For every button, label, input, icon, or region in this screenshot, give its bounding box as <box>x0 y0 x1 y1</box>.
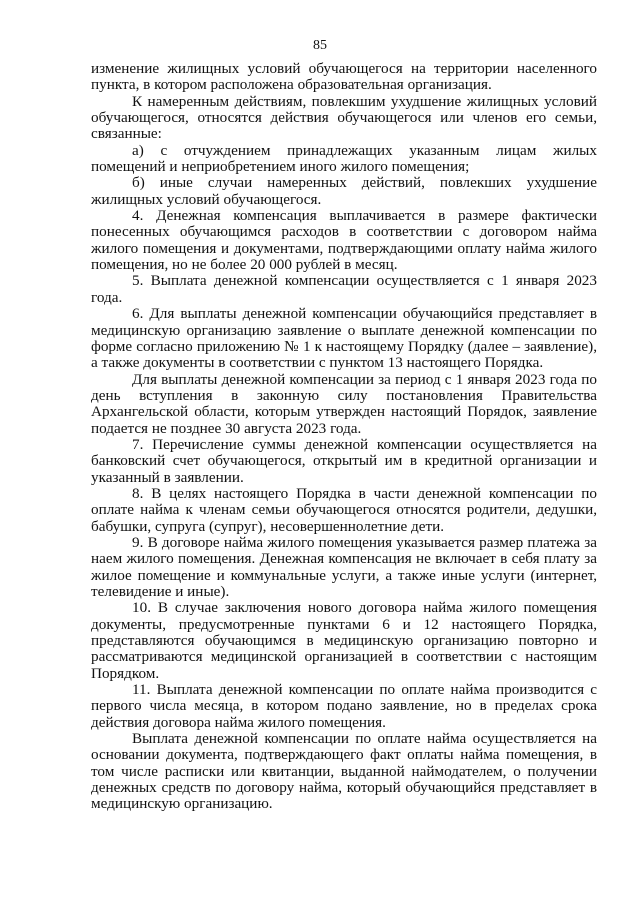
paragraph-clause-9: 9. В договоре найма жилого помещения указывается размер платежа за наем жилого помещения. Денежная компенсация не включает в себя плату за жилое помещение и коммунальные услуги, а также иные услуги (интернет, телевидение и иные). <box>91 533 597 600</box>
paragraph-clause-10: 10. В случае заключения нового договора найма жилого помещения документы, предусмотренные пунктами 6 и 12 настоящего Порядка, представляются обучающимся в медицинскую организацию повторно и рассматриваются медицинской организацией в соответствии с настоящим Порядком. <box>91 599 597 682</box>
paragraph-item-b: б) иные случаи намеренных действий, повлекших ухудшение жилищных условий обучающегося. <box>91 174 597 208</box>
paragraph-clause-6: 6. Для выплаты денежной компенсации обучающийся представляет в медицинскую организацию заявление о выплате денежной компенсации по форме согласно приложению № 1 к настоящему Порядку (далее – заявление), а также документы в соответствии с пунктом 13 настоящего Порядка. <box>91 305 597 372</box>
paragraph-clause-8: 8. В целях настоящего Порядка в части денежной компенсации по оплате найма к членам семьи обучающегося относятся родители, дедушки, бабушки, супруга (супруг), несовершеннолетние дети. <box>91 484 597 535</box>
paragraph-clause-11: 11. Выплата денежной компенсации по оплате найма производится с первого числа месяца, в котором подано заявление, но в пределах срока действия договора найма жилого помещения. <box>91 681 597 731</box>
document-body <box>91 61 597 813</box>
paragraph-continuation: изменение жилищных условий обучающегося на территории населенного пункта, в котором расположена образовательная организация. <box>91 60 597 94</box>
paragraph-intentional-actions: К намеренным действиям, повлекшим ухудшение жилищных условий обучающегося, относятся действия обучающегося или членов его семьи, связанные: <box>91 92 597 143</box>
paragraph-item-a: а) с отчуждением принадлежащих указанным лицам жилых помещений и неприобретением иного жилого помещения; <box>91 141 597 176</box>
page-number: 85 <box>313 38 327 53</box>
paragraph-clause-5: 5. Выплата денежной компенсации осуществляется с 1 января 2023 года. <box>91 272 597 306</box>
paragraph-clause-7: 7. Перечисление суммы денежной компенсации осуществляется на банковский счет обучающегося, открытый им в кредитной организации и указанный в заявлении. <box>91 435 597 486</box>
paragraph-clause-6-period: Для выплаты денежной компенсации за период с 1 января 2023 года по день вступления в законную силу постановления Правительства Архангельской области, которым утвержден настоящий Порядок, заявление подается не позднее 30 августа 2023 года. <box>91 370 597 437</box>
paragraph-clause-11-payment: Выплата денежной компенсации по оплате найма осуществляется на основании документа, подтверждающего факт оплаты найма помещения, в том числе расписки или квитанции, выданной наймодателем, о получении денежных средств по договору найма, который обучающийся представляет в медицинскую организацию. <box>91 730 597 813</box>
paragraph-clause-4: 4. Денежная компенсация выплачивается в размере фактически понесенных обучающимся расходов в соответствии с договором найма жилого помещения и документами, подтверждающими оплату найма жилого помещения, но не более 20 000 рублей в месяц. <box>91 207 597 274</box>
